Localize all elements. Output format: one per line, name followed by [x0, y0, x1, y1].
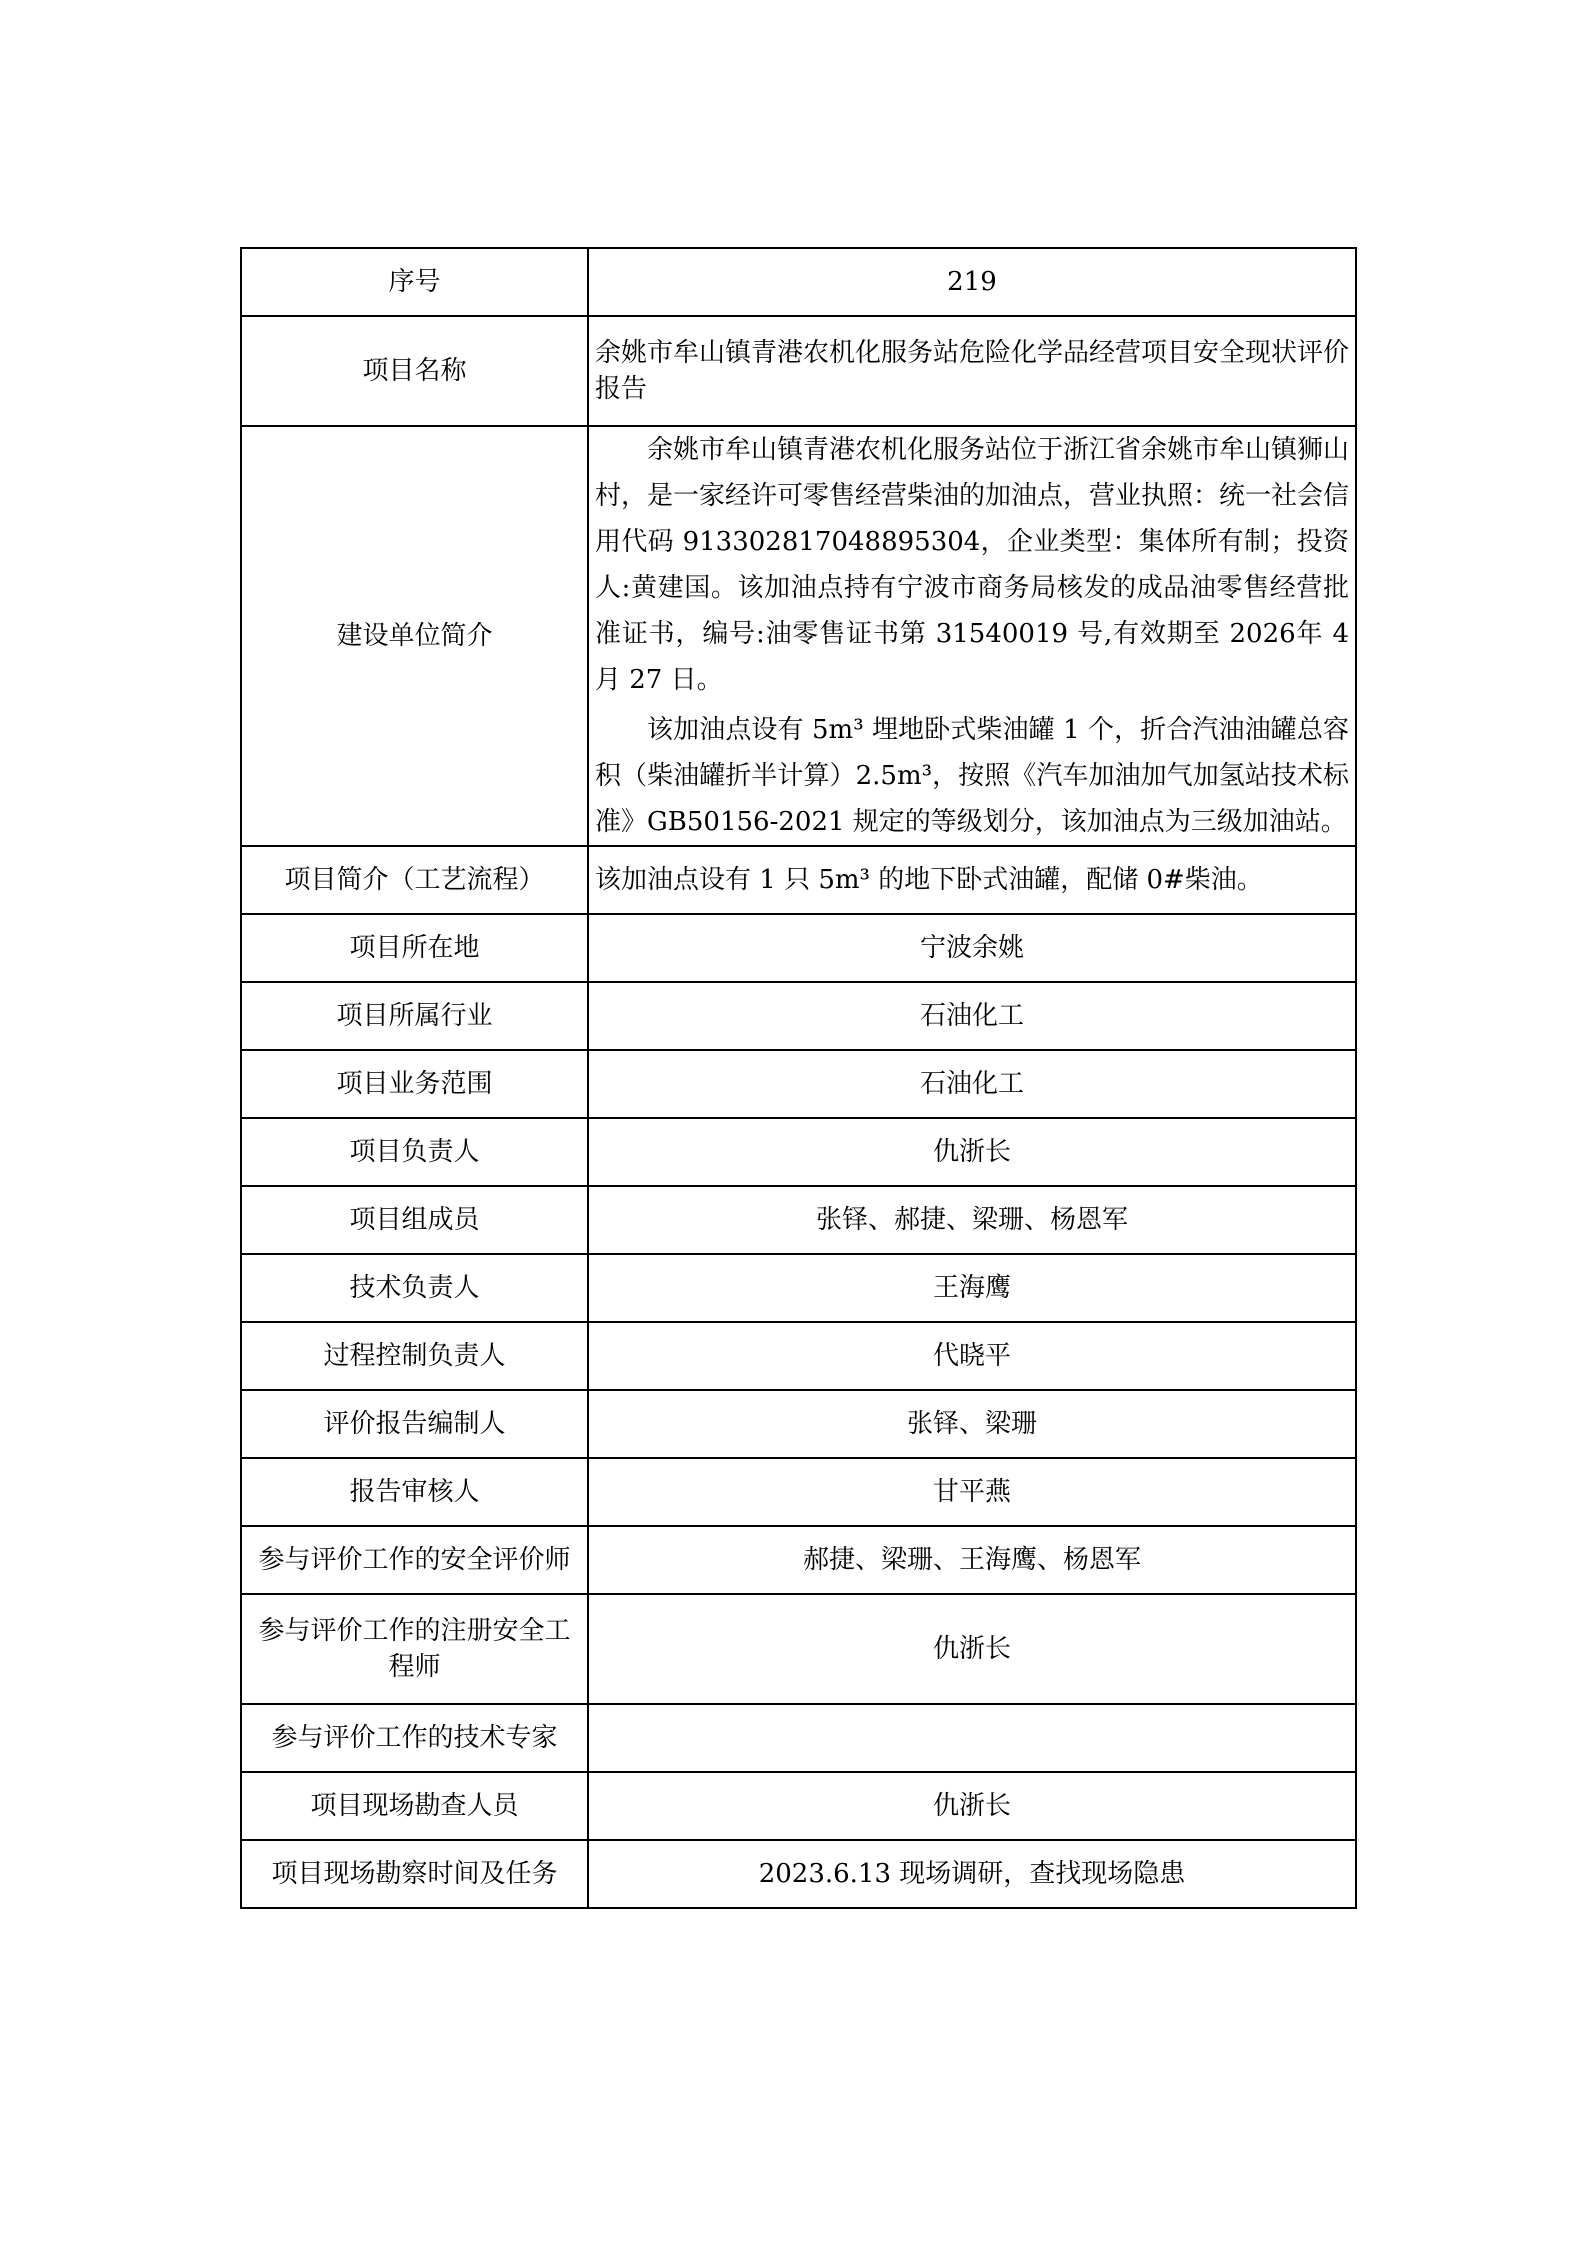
label-process-flow: 项目简介（工艺流程）	[241, 846, 588, 914]
table-row	[241, 1594, 1356, 1704]
label-project-leader: 项目负责人	[241, 1118, 588, 1186]
table-row	[241, 1772, 1356, 1840]
label-registered-safety-engineers: 参与评价工作的注册安全工程师	[241, 1594, 588, 1704]
table-row	[241, 426, 1356, 846]
company-intro-paragraph: 该加油点设有 5m³ 埋地卧式柴油罐 1 个，折合汽油油罐总容积（柴油罐折半计算）2.5m³，按照《汽车加油加气加氢站技术标准》GB50156-2021 规定的等级划分，该加油点为三级加油站。	[595, 715, 1349, 837]
label-process-control-leader: 过程控制负责人	[241, 1322, 588, 1390]
table-row	[241, 1840, 1356, 1908]
value-safety-assessors: 郝捷、梁珊、王海鹰、杨恩军	[588, 1526, 1356, 1594]
label-site-survey-staff: 项目现场勘查人员	[241, 1772, 588, 1840]
table-row	[241, 1050, 1356, 1118]
value-team-members: 张铎、郝捷、梁珊、杨恩军	[588, 1186, 1356, 1254]
value-company-intro	[588, 426, 1356, 846]
table-row	[241, 982, 1356, 1050]
table-row	[241, 1118, 1356, 1186]
value-technical-experts	[588, 1704, 1356, 1772]
table-row	[241, 248, 1356, 316]
table-row	[241, 1186, 1356, 1254]
value-project-leader: 仇浙长	[588, 1118, 1356, 1186]
value-process-flow: 该加油点设有 1 只 5m³ 的地下卧式油罐，配储 0#柴油。	[588, 846, 1356, 914]
table-row	[241, 1458, 1356, 1526]
project-info-table	[240, 247, 1357, 1909]
table-row	[241, 1526, 1356, 1594]
label-site-survey-time-task: 项目现场勘察时间及任务	[241, 1840, 588, 1908]
label-report-author: 评价报告编制人	[241, 1390, 588, 1458]
value-site-survey-time-task: 2023.6.13 现场调研，查找现场隐患	[588, 1840, 1356, 1908]
table-row	[241, 914, 1356, 982]
value-process-control-leader: 代晓平	[588, 1322, 1356, 1390]
value-industry: 石油化工	[588, 982, 1356, 1050]
table-row	[241, 1704, 1356, 1772]
value-business-scope: 石油化工	[588, 1050, 1356, 1118]
value-report-reviewer: 甘平燕	[588, 1458, 1356, 1526]
label-company-intro: 建设单位简介	[241, 426, 588, 846]
table-row	[241, 846, 1356, 914]
label-team-members: 项目组成员	[241, 1186, 588, 1254]
label-project-name: 项目名称	[241, 316, 588, 426]
value-registered-safety-engineers: 仇浙长	[588, 1594, 1356, 1704]
label-safety-assessors: 参与评价工作的安全评价师	[241, 1526, 588, 1594]
table-row	[241, 1390, 1356, 1458]
label-technical-experts: 参与评价工作的技术专家	[241, 1704, 588, 1772]
table-row	[241, 1254, 1356, 1322]
label-technical-leader: 技术负责人	[241, 1254, 588, 1322]
value-technical-leader: 王海鹰	[588, 1254, 1356, 1322]
label-business-scope: 项目业务范围	[241, 1050, 588, 1118]
label-report-reviewer: 报告审核人	[241, 1458, 588, 1526]
value-serial-number: 219	[588, 248, 1356, 316]
value-report-author: 张铎、梁珊	[588, 1390, 1356, 1458]
label-serial-number: 序号	[241, 248, 588, 316]
table-row	[241, 1322, 1356, 1390]
value-site-survey-staff: 仇浙长	[588, 1772, 1356, 1840]
label-location: 项目所在地	[241, 914, 588, 982]
table-row	[241, 316, 1356, 426]
label-industry: 项目所属行业	[241, 982, 588, 1050]
value-location: 宁波余姚	[588, 914, 1356, 982]
company-intro-paragraph: 余姚市牟山镇青港农机化服务站位于浙江省余姚市牟山镇狮山村，是一家经许可零售经营柴油的加油点，营业执照：统一社会信用代码 91330281704889530​4，企业类型：集体所有制；投资人:黄建国。该加油点持有宁波市商务局核发的成品油零售经营批准证书，编号:油零售证书第 31540019 号,有效期至 2026年 4 月 27 日。	[595, 435, 1350, 695]
value-project-name: 余姚市牟山镇青港农机化服务站危险化学品经营项目安全现状评价报告	[588, 316, 1356, 426]
